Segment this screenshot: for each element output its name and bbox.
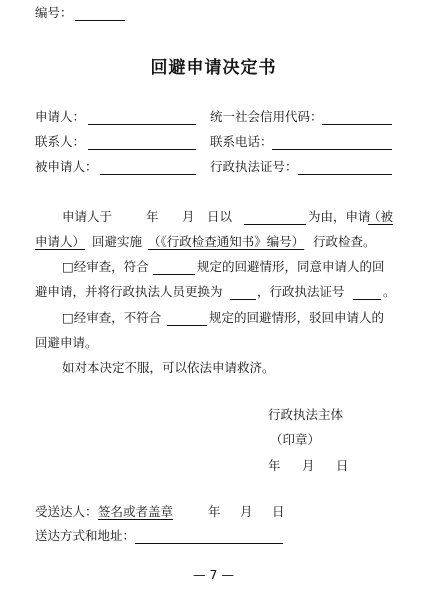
option1-text-d: ，行政执法证号 (257, 284, 345, 299)
respondent-blank (100, 174, 196, 175)
sign-day: 日 (336, 458, 349, 473)
applicant-blank (88, 124, 196, 125)
reason-blank (244, 224, 306, 225)
option2-text-c: 回避申请。 (35, 335, 98, 350)
p1-document: （《行政检查通知书》编号） (148, 234, 305, 249)
license-no-blank (298, 174, 392, 175)
option1-officer-blank (230, 299, 256, 300)
license-no-label: 行政执法证号： (210, 159, 298, 174)
number-label: 编号： (35, 5, 73, 20)
p1-month: 月 (182, 209, 195, 224)
respondent-label: 被申请人： (35, 159, 98, 174)
p1-target-part2: 申请人） (35, 234, 86, 249)
recipient-label: 受送达人： (35, 504, 98, 519)
page-number: — 7 — (193, 567, 234, 582)
delivery-method-blank (135, 543, 283, 544)
delivery-month: 月 (240, 504, 253, 519)
option2-rule-blank (167, 325, 207, 326)
delivery-day: 日 (272, 504, 285, 519)
option1-checkbox-text: □经审查，符合 (62, 259, 149, 274)
p1-target-part1: （被 (368, 209, 394, 224)
p1-day: 日以 (207, 209, 233, 224)
sign-month: 月 (302, 458, 315, 473)
option1-text-b: 规定的回避情形，同意申请人的回 (197, 259, 385, 274)
contact-phone-blank (272, 149, 392, 150)
p1-recuse: 回避实施 (92, 234, 143, 249)
option1-text-e: 。 (383, 284, 396, 299)
delivery-year: 年 (208, 504, 221, 519)
applicant-label: 申请人： (35, 109, 86, 124)
p1-reason: 为由，申请 (308, 209, 371, 224)
credit-code-blank (322, 124, 392, 125)
option1-license-blank (353, 299, 381, 300)
sign-year: 年 (268, 458, 281, 473)
delivery-method-label: 送达方式和地址： (35, 528, 136, 543)
recipient-sign: 签名或者盖章 (98, 504, 174, 519)
remedy-text: 如对本决定不服，可以依法申请救济。 (62, 360, 275, 375)
contact-person-blank (88, 149, 196, 150)
number-blank (75, 20, 125, 21)
option2-checkbox-text: □经审查，不符合 (62, 310, 162, 325)
contact-person-label: 联系人： (35, 134, 86, 149)
p1-end: 行政检查。 (313, 234, 376, 249)
seal-placeholder: （印章） (270, 432, 321, 447)
p1-text: 申请人于 (62, 209, 113, 224)
option1-text-c: 避申请，并将行政执法人员更换为 (35, 284, 223, 299)
contact-phone-label: 联系电话： (210, 134, 273, 149)
enforcement-subject: 行政执法主体 (268, 407, 344, 422)
credit-code-label: 统一社会信用代码： (210, 109, 323, 124)
p1-year: 年 (146, 209, 159, 224)
document-title: 回避申请决定书 (150, 58, 277, 78)
option2-text-b: 规定的回避情形，驳回申请人的 (209, 310, 385, 325)
option1-rule-blank (153, 274, 195, 275)
